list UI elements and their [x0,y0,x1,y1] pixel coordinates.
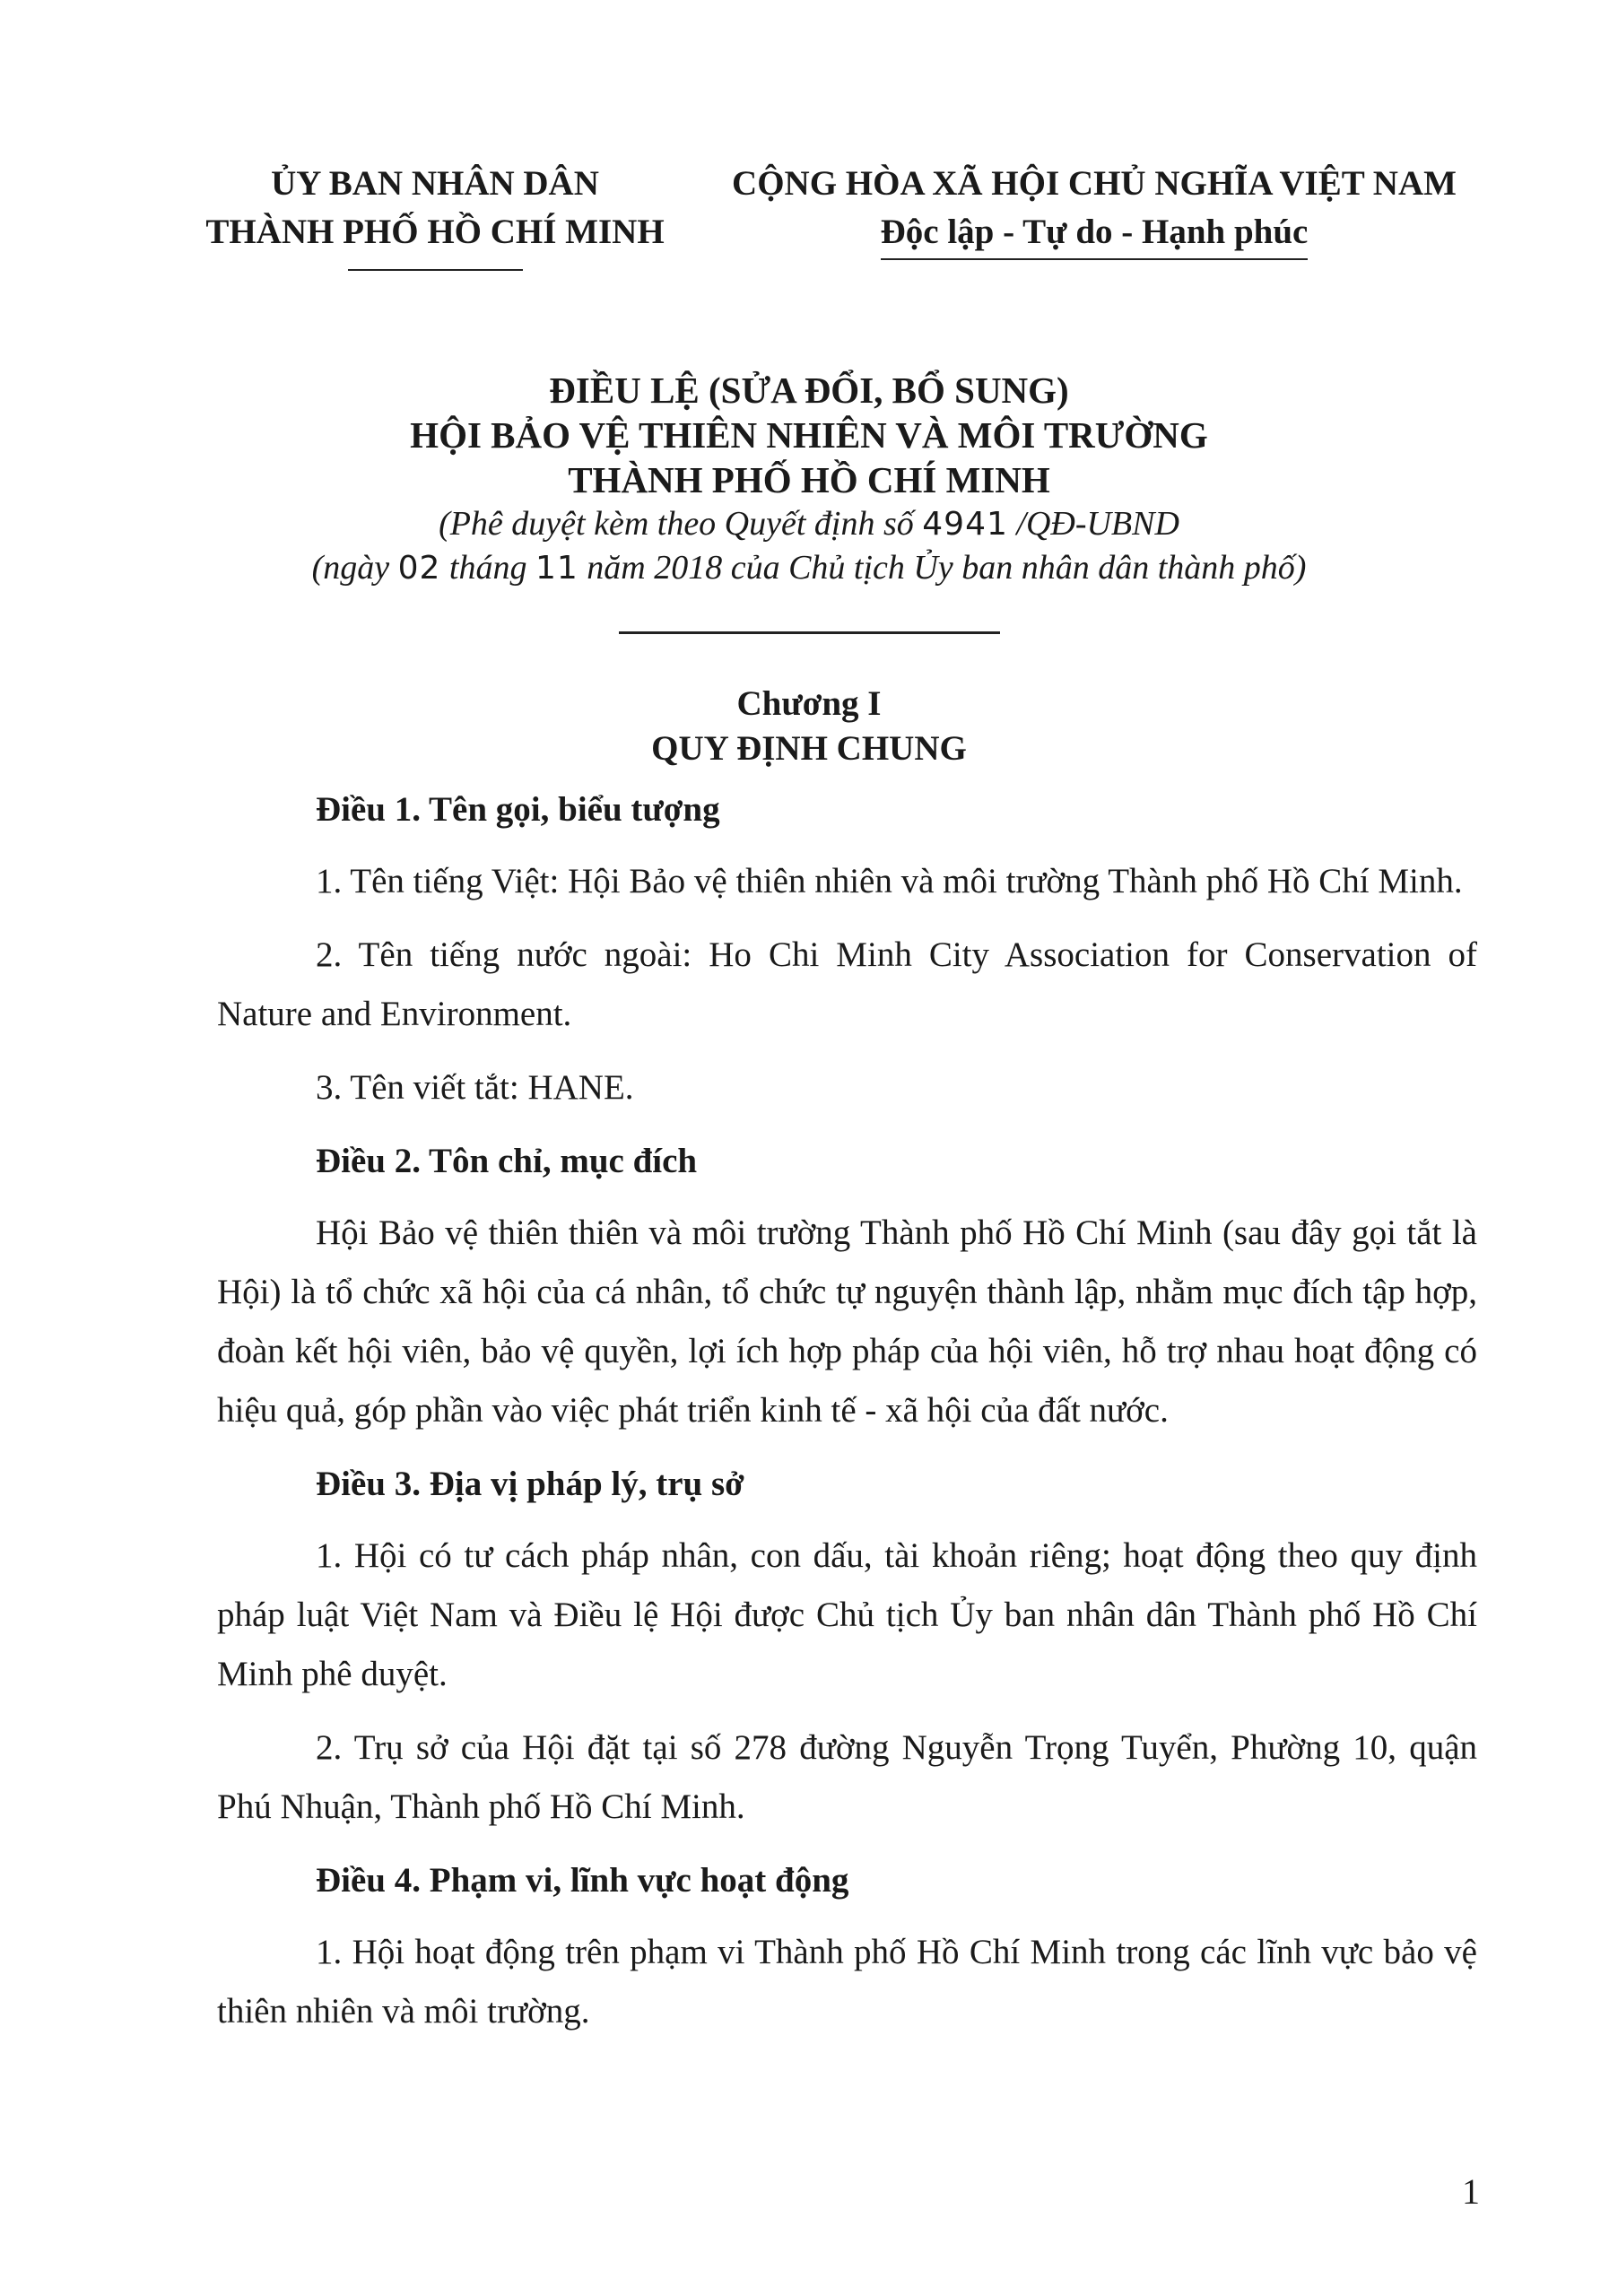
authority-underline [348,269,523,271]
title-line-2: HỘI BẢO VỆ THIÊN NHIÊN VÀ MÔI TRƯỜNG [410,414,1208,456]
issuing-authority [184,160,686,271]
chapter-number: Chương I [736,684,882,723]
authority-line-1: ỦY BAN NHÂN DÂN [271,164,599,203]
approval-prefix: (Phê duyệt kèm theo Quyết định số [439,505,923,543]
document-body [217,780,1477,2056]
motto-line: Độc lập - Tự do - Hạnh phúc [881,208,1309,260]
article-heading: Điều 3. Địa vị pháp lý, trụ sở [316,1465,744,1503]
chapter-name: QUY ĐỊNH CHUNG [651,729,967,768]
page-number: 1 [1462,2171,1480,2212]
title-divider [619,631,1000,634]
country-name: CỘNG HÒA XÃ HỘI CHỦ NGHĨA VIỆT NAM [732,164,1457,203]
article-paragraph: Hội Bảo vệ thiên thiên và môi trường Thành phố Hồ Chí Minh (sau đây gọi tắt là Hội) là tổ chức xã hội của cá nhân, tổ chức tự nguyện thành lập, nhằm mục đích tập hợp, đoàn kết hội viên, bảo vệ quyền, lợi ích hợp pháp của hội viên, hỗ trợ nhau hoạt động có hiệu quả, góp phần vào việc phát triển kinh tế - xã hội của đất nước. [217,1213,1477,1430]
title-line-1: ĐIỀU LỆ (SỬA ĐỔI, BỔ SUNG) [549,370,1069,411]
date-month: 11 [535,550,578,587]
article-heading: Điều 4. Phạm vi, lĩnh vực hoạt động [316,1861,849,1900]
article-paragraph: 2. Trụ sở của Hội đặt tại số 278 đường Nguyễn Trọng Tuyển, Phường 10, quận Phú Nhuận, Thành phố Hồ Chí Minh. [217,1728,1477,1826]
chapter-heading [0,682,1618,771]
article-paragraph: 3. Tên viết tắt: HANE. [316,1068,634,1107]
article-heading: Điều 1. Tên gọi, biểu tượng [316,790,720,829]
title-line-3: THÀNH PHỐ HỒ CHÍ MINH [568,459,1050,500]
date-line [0,546,1618,590]
date-day: 02 [397,550,441,587]
article-paragraph: 1. Hội có tư cách pháp nhân, con dấu, tài khoản riêng; hoạt động theo quy định pháp luật Việt Nam và Điều lệ Hội được Chủ tịch Ủy ban nhân dân Thành phố Hồ Chí Minh phê duyệt. [217,1536,1477,1693]
national-motto [691,160,1498,260]
date-prefix: (ngày [311,549,398,587]
article-heading: Điều 2. Tôn chỉ, mục đích [316,1142,698,1180]
date-mid: tháng [440,549,535,587]
article-paragraph: 2. Tên tiếng nước ngoài: Ho Chi Minh City Association for Conservation of Nature and Environment. [217,935,1477,1033]
authority-line-2: THÀNH PHỐ HỒ CHÍ MINH [205,213,665,251]
document-title [0,368,1618,634]
article-paragraph: 1. Hội hoạt động trên phạm vi Thành phố Hồ Chí Minh trong các lĩnh vực bảo vệ thiên nhiên và môi trường. [217,1933,1477,2031]
approval-suffix: /QĐ-UBND [1007,505,1179,543]
decision-number: 4941 [922,506,1008,543]
article-paragraph: 1. Tên tiếng Việt: Hội Bảo vệ thiên nhiên và môi trường Thành phố Hồ Chí Minh. [316,862,1463,900]
approval-line [0,502,1618,546]
date-suffix: năm 2018 của Chủ tịch Ủy ban nhân dân thành phố) [578,549,1307,587]
